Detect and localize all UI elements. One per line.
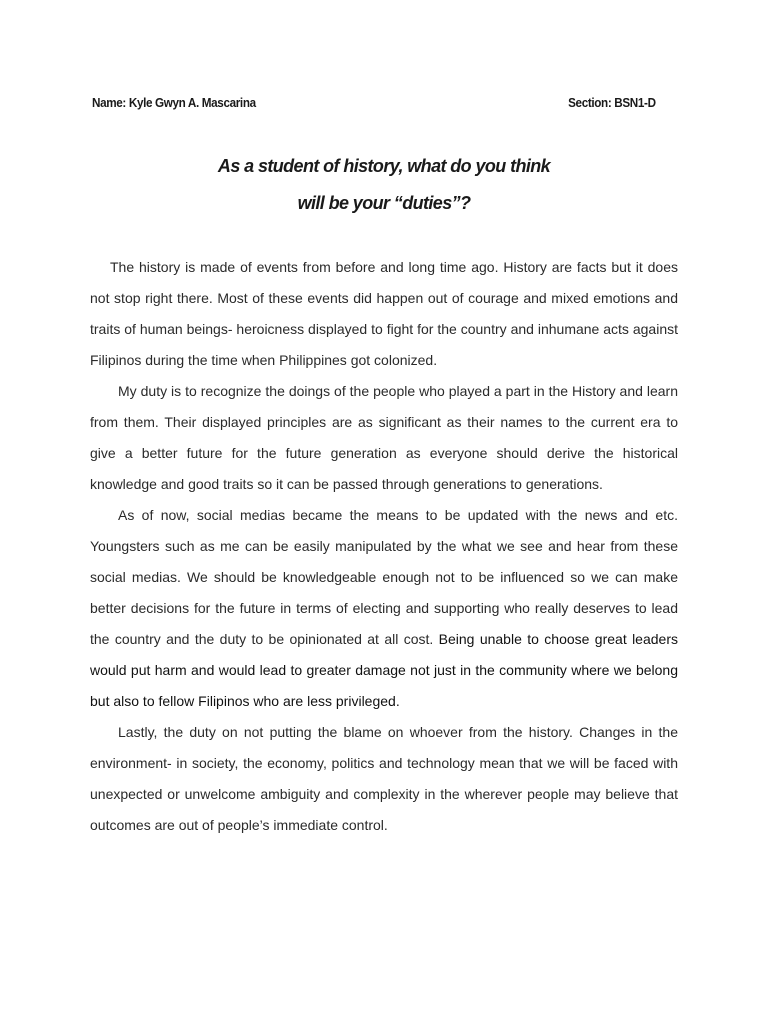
title-line-2: will be your “duties”? (297, 193, 471, 213)
document-header (92, 95, 656, 115)
essay-question-title (0, 148, 768, 222)
paragraph-1: The history is made of events from before and long time ago. History are facts but it does not stop right there. Most of these events did happen out of courage and mixed emotions and traits of human beings- heroicness displayed to fight for the country and inhumane acts against Filipinos during the time when Philippines got colonized. (90, 259, 678, 368)
paragraph-3-text: As of now, social medias became the means to be updated with the news and etc. Youngsters such as me can be easily manipulated by the what we see and hear from these social medias. We should be knowledgeable enough not to be influenced so we can make better decisions for the future in terms of electing and supporting who really deserves to lead the country and the duty to be opinionated at all cost. (90, 507, 678, 647)
paragraph-2: My duty is to recognize the doings of the people who played a part in the History and learn from them. Their displayed principles are as significant as their names to the current era to give a better future for the future generation as everyone should derive the historical knowledge and good traits so it can be passed through generations to generations. (90, 383, 678, 492)
student-section: Section: BSN1-D (568, 95, 656, 110)
paragraph-3-continuation: Being unable to choose great leaders would put harm and would lead to greater damage not just in the community where we belong but also to fellow Filipinos who are less privileged. (90, 631, 678, 709)
title-line-1: As a student of history, what do you think (217, 156, 551, 176)
paragraph-3 (90, 500, 678, 717)
paragraph-4: Lastly, the duty on not putting the blame on whoever from the history. Changes in the environment- in society, the economy, politics and technology mean that we will be faced with unexpected or unwelcome ambiguity and complexity in the wherever people may believe that outcomes are out of people’s immediate control. (90, 724, 678, 833)
essay-body (90, 252, 678, 841)
student-name: Name: Kyle Gwyn A. Mascarina (92, 95, 256, 110)
